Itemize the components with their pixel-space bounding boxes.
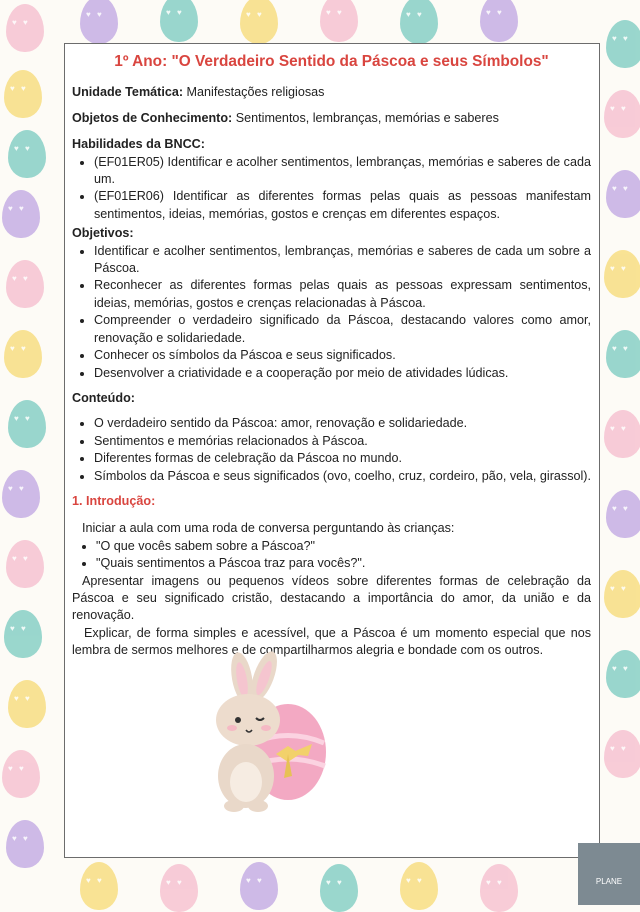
egg-decoration xyxy=(606,330,640,378)
egg-decoration xyxy=(6,260,44,308)
list-item: • Sentimentos e memórias relacionados à Páscoa. xyxy=(94,433,591,450)
egg-decoration xyxy=(6,4,44,52)
egg-decoration xyxy=(604,250,640,298)
egg-decoration xyxy=(400,0,438,44)
list-item: • Conhecer os símbolos da Páscoa e seus significados. xyxy=(94,347,591,364)
egg-decoration xyxy=(8,680,46,728)
list-item: • "Quais sentimentos a Páscoa traz para vocês?". xyxy=(96,555,591,572)
egg-decoration xyxy=(604,410,640,458)
list-item: • Identificar e acolher sentimentos, lembranças, memórias e saberes de cada um sobre a Páscoa. xyxy=(94,243,591,278)
habilidades-title: Habilidades da BNCC: xyxy=(72,137,205,152)
unidade-tematica xyxy=(72,84,591,101)
habilidades-list xyxy=(72,154,591,224)
egg-decoration xyxy=(480,0,518,42)
list-item: • Desenvolver a criatividade e a cooperação por meio de atividades lúdicas. xyxy=(94,365,591,382)
egg-decoration xyxy=(604,90,640,138)
egg-decoration xyxy=(4,610,42,658)
egg-decoration xyxy=(80,862,118,910)
objetos-conhecimento xyxy=(72,110,591,127)
egg-decoration xyxy=(606,170,640,218)
conteudo-list xyxy=(72,415,591,485)
introducao-questions xyxy=(72,538,591,573)
conteudo-title: Conteúdo: xyxy=(72,390,135,405)
egg-decoration xyxy=(400,862,438,910)
objetivos-title: Objetivos: xyxy=(72,226,134,241)
egg-decoration xyxy=(240,862,278,910)
egg-decoration xyxy=(604,730,640,778)
bunny-egg-illustration xyxy=(190,648,330,813)
introducao-title: 1. Introdução: xyxy=(72,493,156,508)
egg-decoration xyxy=(4,70,42,118)
list-item: • (EF01ER05) Identificar e acolher sentimentos, lembranças, memórias e saberes de cada um. xyxy=(94,154,591,189)
unidade-value: Manifestações religiosas xyxy=(186,85,325,100)
egg-decoration xyxy=(240,0,278,44)
introducao-paragraph-2: Explicar, de forma simples e acessível, que a Páscoa é um momento especial que nos lembra de sermos melhores e de compartilharmos alegria e bondade com os outros. xyxy=(72,625,591,658)
introducao-lead: Iniciar a aula com uma roda de conversa perguntando às crianças: xyxy=(82,521,455,536)
egg-decoration xyxy=(6,820,44,868)
egg-decoration xyxy=(8,130,46,178)
list-item: • Reconhecer as diferentes formas pelas quais as pessoas expressam sentimentos, ideias, memórias, gostos e crenças relacionadas à Páscoa. xyxy=(94,277,591,312)
egg-decoration xyxy=(606,490,640,538)
egg-decoration xyxy=(6,540,44,588)
egg-decoration xyxy=(320,0,358,42)
egg-decoration xyxy=(80,0,118,44)
egg-decoration xyxy=(4,330,42,378)
lesson-plan-page xyxy=(64,43,600,858)
list-item: • Símbolos da Páscoa e seus significados (ovo, coelho, cruz, cordeiro, pão, vela, girassol). xyxy=(94,468,591,485)
brand-logo xyxy=(578,843,640,905)
egg-decoration xyxy=(160,0,198,42)
list-item: • O verdadeiro sentido da Páscoa: amor, renovação e solidariedade. xyxy=(94,415,591,432)
list-item: • Compreender o verdadeiro significado da Páscoa, destacando valores como amor, renovação e solidariedade. xyxy=(94,312,591,347)
page-title: 1º Ano: "O Verdadeiro Sentido da Páscoa e seus Símbolos" xyxy=(114,53,549,70)
objetos-label: Objetos de Conhecimento: xyxy=(72,110,233,125)
egg-decoration xyxy=(2,470,40,518)
egg-decoration xyxy=(8,400,46,448)
egg-decoration xyxy=(606,650,640,698)
egg-decoration xyxy=(604,570,640,618)
logo-text: PLANE xyxy=(595,877,623,886)
list-item: • Diferentes formas de celebração da Páscoa no mundo. xyxy=(94,450,591,467)
list-item: • (EF01ER06) Identificar as diferentes formas pelas quais as pessoas manifestam sentimentos, ideias, memórias, gostos e crenças em diferentes espaços. xyxy=(94,188,591,223)
list-item: • "O que vocês sabem sobre a Páscoa?" xyxy=(96,538,591,555)
introducao-paragraph-1: Apresentar imagens ou pequenos vídeos sobre diferentes formas de celebração da Páscoa e seu significado cristão, destacando a importância do amor, da união e da renovação. xyxy=(72,573,591,623)
egg-decoration xyxy=(606,20,640,68)
objetivos-list xyxy=(72,243,591,382)
egg-decoration xyxy=(2,190,40,238)
objetos-value: Sentimentos, lembranças, memórias e saberes xyxy=(235,110,499,125)
unidade-label: Unidade Temática: xyxy=(72,85,184,100)
egg-decoration xyxy=(2,750,40,798)
